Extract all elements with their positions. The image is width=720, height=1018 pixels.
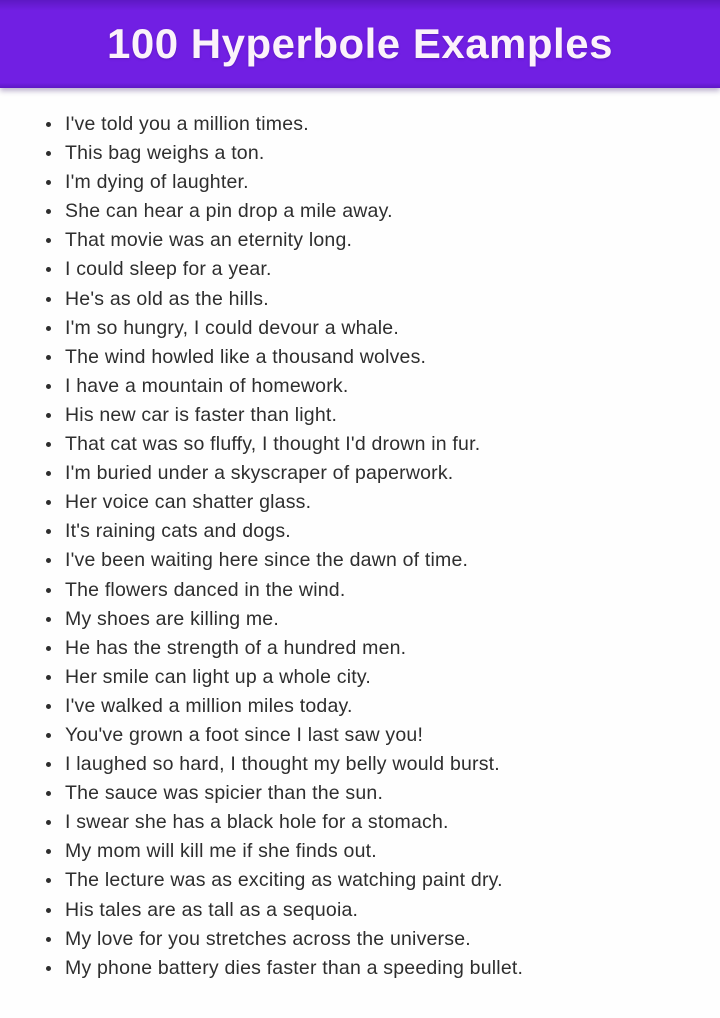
- list-item: • I've walked a million miles today.: [63, 692, 690, 721]
- examples-section: [0, 88, 720, 983]
- list-item: • That cat was so fluffy, I thought I'd drown in fur.: [63, 430, 690, 459]
- list-item: • I have a mountain of homework.: [63, 372, 690, 401]
- title-banner: [0, 0, 720, 88]
- examples-list: [30, 110, 690, 983]
- list-item: • Her voice can shatter glass.: [63, 488, 690, 517]
- list-item: • The lecture was as exciting as watching paint dry.: [63, 866, 690, 895]
- list-item: • I laughed so hard, I thought my belly would burst.: [63, 750, 690, 779]
- list-item: • His tales are as tall as a sequoia.: [63, 896, 690, 925]
- list-item: • You've grown a foot since I last saw you!: [63, 721, 690, 750]
- list-item: • The sauce was spicier than the sun.: [63, 779, 690, 808]
- list-item: • It's raining cats and dogs.: [63, 517, 690, 546]
- list-item: • My phone battery dies faster than a speeding bullet.: [63, 954, 690, 983]
- list-item: • Her smile can light up a whole city.: [63, 663, 690, 692]
- list-item: • My love for you stretches across the universe.: [63, 925, 690, 954]
- list-item: • I'm so hungry, I could devour a whale.: [63, 314, 690, 343]
- list-item: • He has the strength of a hundred men.: [63, 634, 690, 663]
- list-item: • The flowers danced in the wind.: [63, 576, 690, 605]
- list-item: • My mom will kill me if she finds out.: [63, 837, 690, 866]
- list-item: • I swear she has a black hole for a stomach.: [63, 808, 690, 837]
- list-item: • She can hear a pin drop a mile away.: [63, 197, 690, 226]
- list-item: • The wind howled like a thousand wolves.: [63, 343, 690, 372]
- list-item: • I could sleep for a year.: [63, 255, 690, 284]
- list-item: • He's as old as the hills.: [63, 285, 690, 314]
- list-item: • His new car is faster than light.: [63, 401, 690, 430]
- list-item: • I'm dying of laughter.: [63, 168, 690, 197]
- list-item: • This bag weighs a ton.: [63, 139, 690, 168]
- list-item: • I've told you a million times.: [63, 110, 690, 139]
- list-item: • I've been waiting here since the dawn of time.: [63, 546, 690, 575]
- list-item: • My shoes are killing me.: [63, 605, 690, 634]
- list-item: • I'm buried under a skyscraper of paperwork.: [63, 459, 690, 488]
- list-item: • That movie was an eternity long.: [63, 226, 690, 255]
- page-title: 100 Hyperbole Examples: [107, 20, 613, 67]
